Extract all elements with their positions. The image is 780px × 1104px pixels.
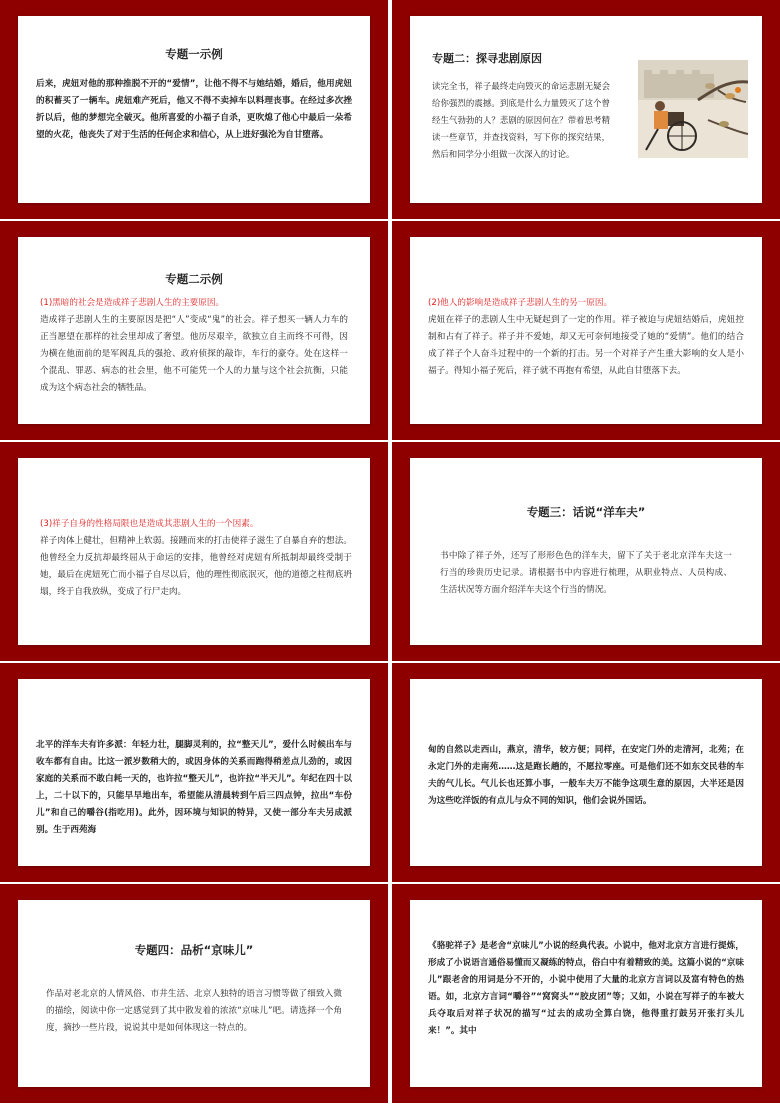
slide-body: 北平的洋车夫有许多派：年轻力壮，腿脚灵利的，拉“整天儿”，爱什么时候出车与收车都有自由。比这一派岁数稍大的，或因身体的关系而跑得稍差点儿劲的，或因家庭的关系而不敢白耗一天的，也许拉“整天儿”，也许拉“半天儿”。年纪在四十以上，二十以下的，只能早早地出车，希望能从清晨转到午后三四点钟，拉出“车份儿”和自己的嚼谷(指吃用)。此外，因环境与知识的特异，又使一部分车夫另成派别。生于西苑海 [36, 740, 352, 835]
slide-5[interactable] [0, 442, 388, 661]
slide-card [410, 16, 762, 203]
slide-body: 甸的自然以走西山，燕京，清华，较方便；同样，在安定门外的走清河，北苑；在永定门外的走南苑……这是跑长趟的，不愿拉零座。可是他们还不如东交民巷的车夫的气儿长。气儿长也还算小事，一般车夫万不能争这项生意的原因，大半还是因为这些吃洋饭的有点儿与众不同的知识，他们会说外国话。 [428, 745, 744, 806]
slide-card [410, 237, 762, 424]
slide-body: 虎妞在祥子的悲剧人生中无疑起到了一定的作用。祥子被迫与虎妞结婚后，虎妞控制和占有了祥子。祥子并不爱她，却又无可奈何地接受了她的“爱情”。他们的结合成了祥子个人奋斗过程中的一个新的打击。另一个对祥子产生重大影响的女人是小福子。得知小福子死后，祥子就不再抱有希望，从此自甘堕落下去。 [428, 315, 744, 376]
slide-card [410, 679, 762, 866]
slide-body: 后来，虎妞对他的那种推脱不开的“爱情”，让他不得不与她结婚，婚后，他用虎妞的积蓄买了一辆车。虎妞难产死后，他又不得不卖掉车以料理丧事。在经过多次挫折以后，他的梦想完全破灭。他所喜爱的小福子自杀，更吹熄了他心中最后一朵希望的火花，他丧失了对于生活的任何企求和信心，从上进好强沦为自甘堕落。 [36, 79, 352, 140]
slide-title: 专题二：探寻悲剧原因 [432, 52, 542, 65]
slide-body: 造成祥子悲剧人生的主要原因是把“人”变成“鬼”的社会。祥子想买一辆人力车的正当愿望在那样的社会里却成了奢望。他历尽艰辛，欲独立自主而终不可得，因为横在他面前的是军阀乱兵的强抢、政府侦探的敲诈，车行的豪夺。处在这样一个混乱、罪恶、病态的社会里，他不可能凭一个人的力量与这个社会抗衡，只能成为这个病态社会的牺牲品。 [40, 315, 348, 393]
slide-9[interactable] [0, 884, 388, 1103]
slide-title: 专题二示例 [165, 272, 223, 286]
slide-card [18, 16, 370, 203]
slide-card [410, 900, 762, 1087]
slide-body: 《骆驼祥子》是老舍“京味儿”小说的经典代表。小说中，他对北京方言进行提炼，形成了小说语言通俗易懂而又凝练的特点，俗白中有着精致的美。这篇小说的“京味儿”跟老舍的用词是分不开的，小说中使用了大量的北京方言词以及富有特色的热语。如，北京方言词“嚼谷”“窝窝头”“胶皮团”等；又如，小说在写祥子的车被大兵夺取后对祥子状况的描写“过去的成功全算白饶，他得重打鼓另开张打头儿来！”。其中 [428, 941, 744, 1036]
slide-lead: (2)他人的影响是造成祥子悲剧人生的另一原因。 [428, 298, 613, 308]
slide-lead: (3)祥子自身的性格局限也是造成其悲剧人生的一个因素。 [40, 519, 259, 529]
slide-card [18, 237, 370, 424]
slide-body: 祥子肉体上健壮，但精神上软弱。接踵而来的打击使祥子滋生了自暴自弃的想法。他曾经全力反抗却最终屈从于命运的安排，他曾经对虎妞有所抵制却最终受制于她，最后在虎妞死亡而小福子自尽以后，他的理性彻底泯灭，他的道德之柱彻底坍塌，终于自我放纵，变成了行尸走肉。 [40, 536, 352, 597]
slide-8[interactable] [392, 663, 780, 882]
slide-3[interactable] [0, 221, 388, 440]
slide-1[interactable] [0, 0, 388, 219]
slide-body: 作品对老北京的人情风俗、市井生活、北京人独特的语言习惯等做了细致入微的描绘，阅读中你一定感觉到了其中散发着的浓浓“京味儿”吧。请选择一个角度，摘抄一些片段，说说其中是如何体现这一特点的。 [46, 989, 342, 1033]
rickshaw-illustration [638, 60, 748, 158]
slide-title: 专题四：品析“京味儿” [134, 943, 254, 957]
slide-4[interactable] [392, 221, 780, 440]
slide-title: 专题一示例 [165, 47, 223, 61]
slide-10[interactable] [392, 884, 780, 1103]
slide-2[interactable] [392, 0, 780, 219]
slide-card [18, 900, 370, 1087]
slide-6[interactable] [392, 442, 780, 661]
slide-card [18, 458, 370, 645]
slide-lead: (1)黑暗的社会是造成祥子悲剧人生的主要原因。 [40, 298, 225, 308]
slide-body: 书中除了祥子外，还写了形形色色的洋车夫，留下了关于老北京洋车夫这一行当的珍贵历史记录。请根据书中内容进行梳理，从职业特点、人员构成、生活状况等方面介绍洋车夫这个行当的情况。 [440, 551, 732, 595]
slide-title: 专题三：话说“洋车夫” [526, 505, 646, 519]
slide-card [18, 679, 370, 866]
slide-card [410, 458, 762, 645]
slide-7[interactable] [0, 663, 388, 882]
slide-body: 读完全书，祥子最终走向毁灭的命运悲剧无疑会给你强烈的震撼。到底是什么力量毁灭了这个曾经生气勃勃的人？悲剧的原因何在？带着思考精读一些章节，并查找资料，写下你的探究结果，然后和同学分小组做一次深入的讨论。 [432, 81, 610, 159]
